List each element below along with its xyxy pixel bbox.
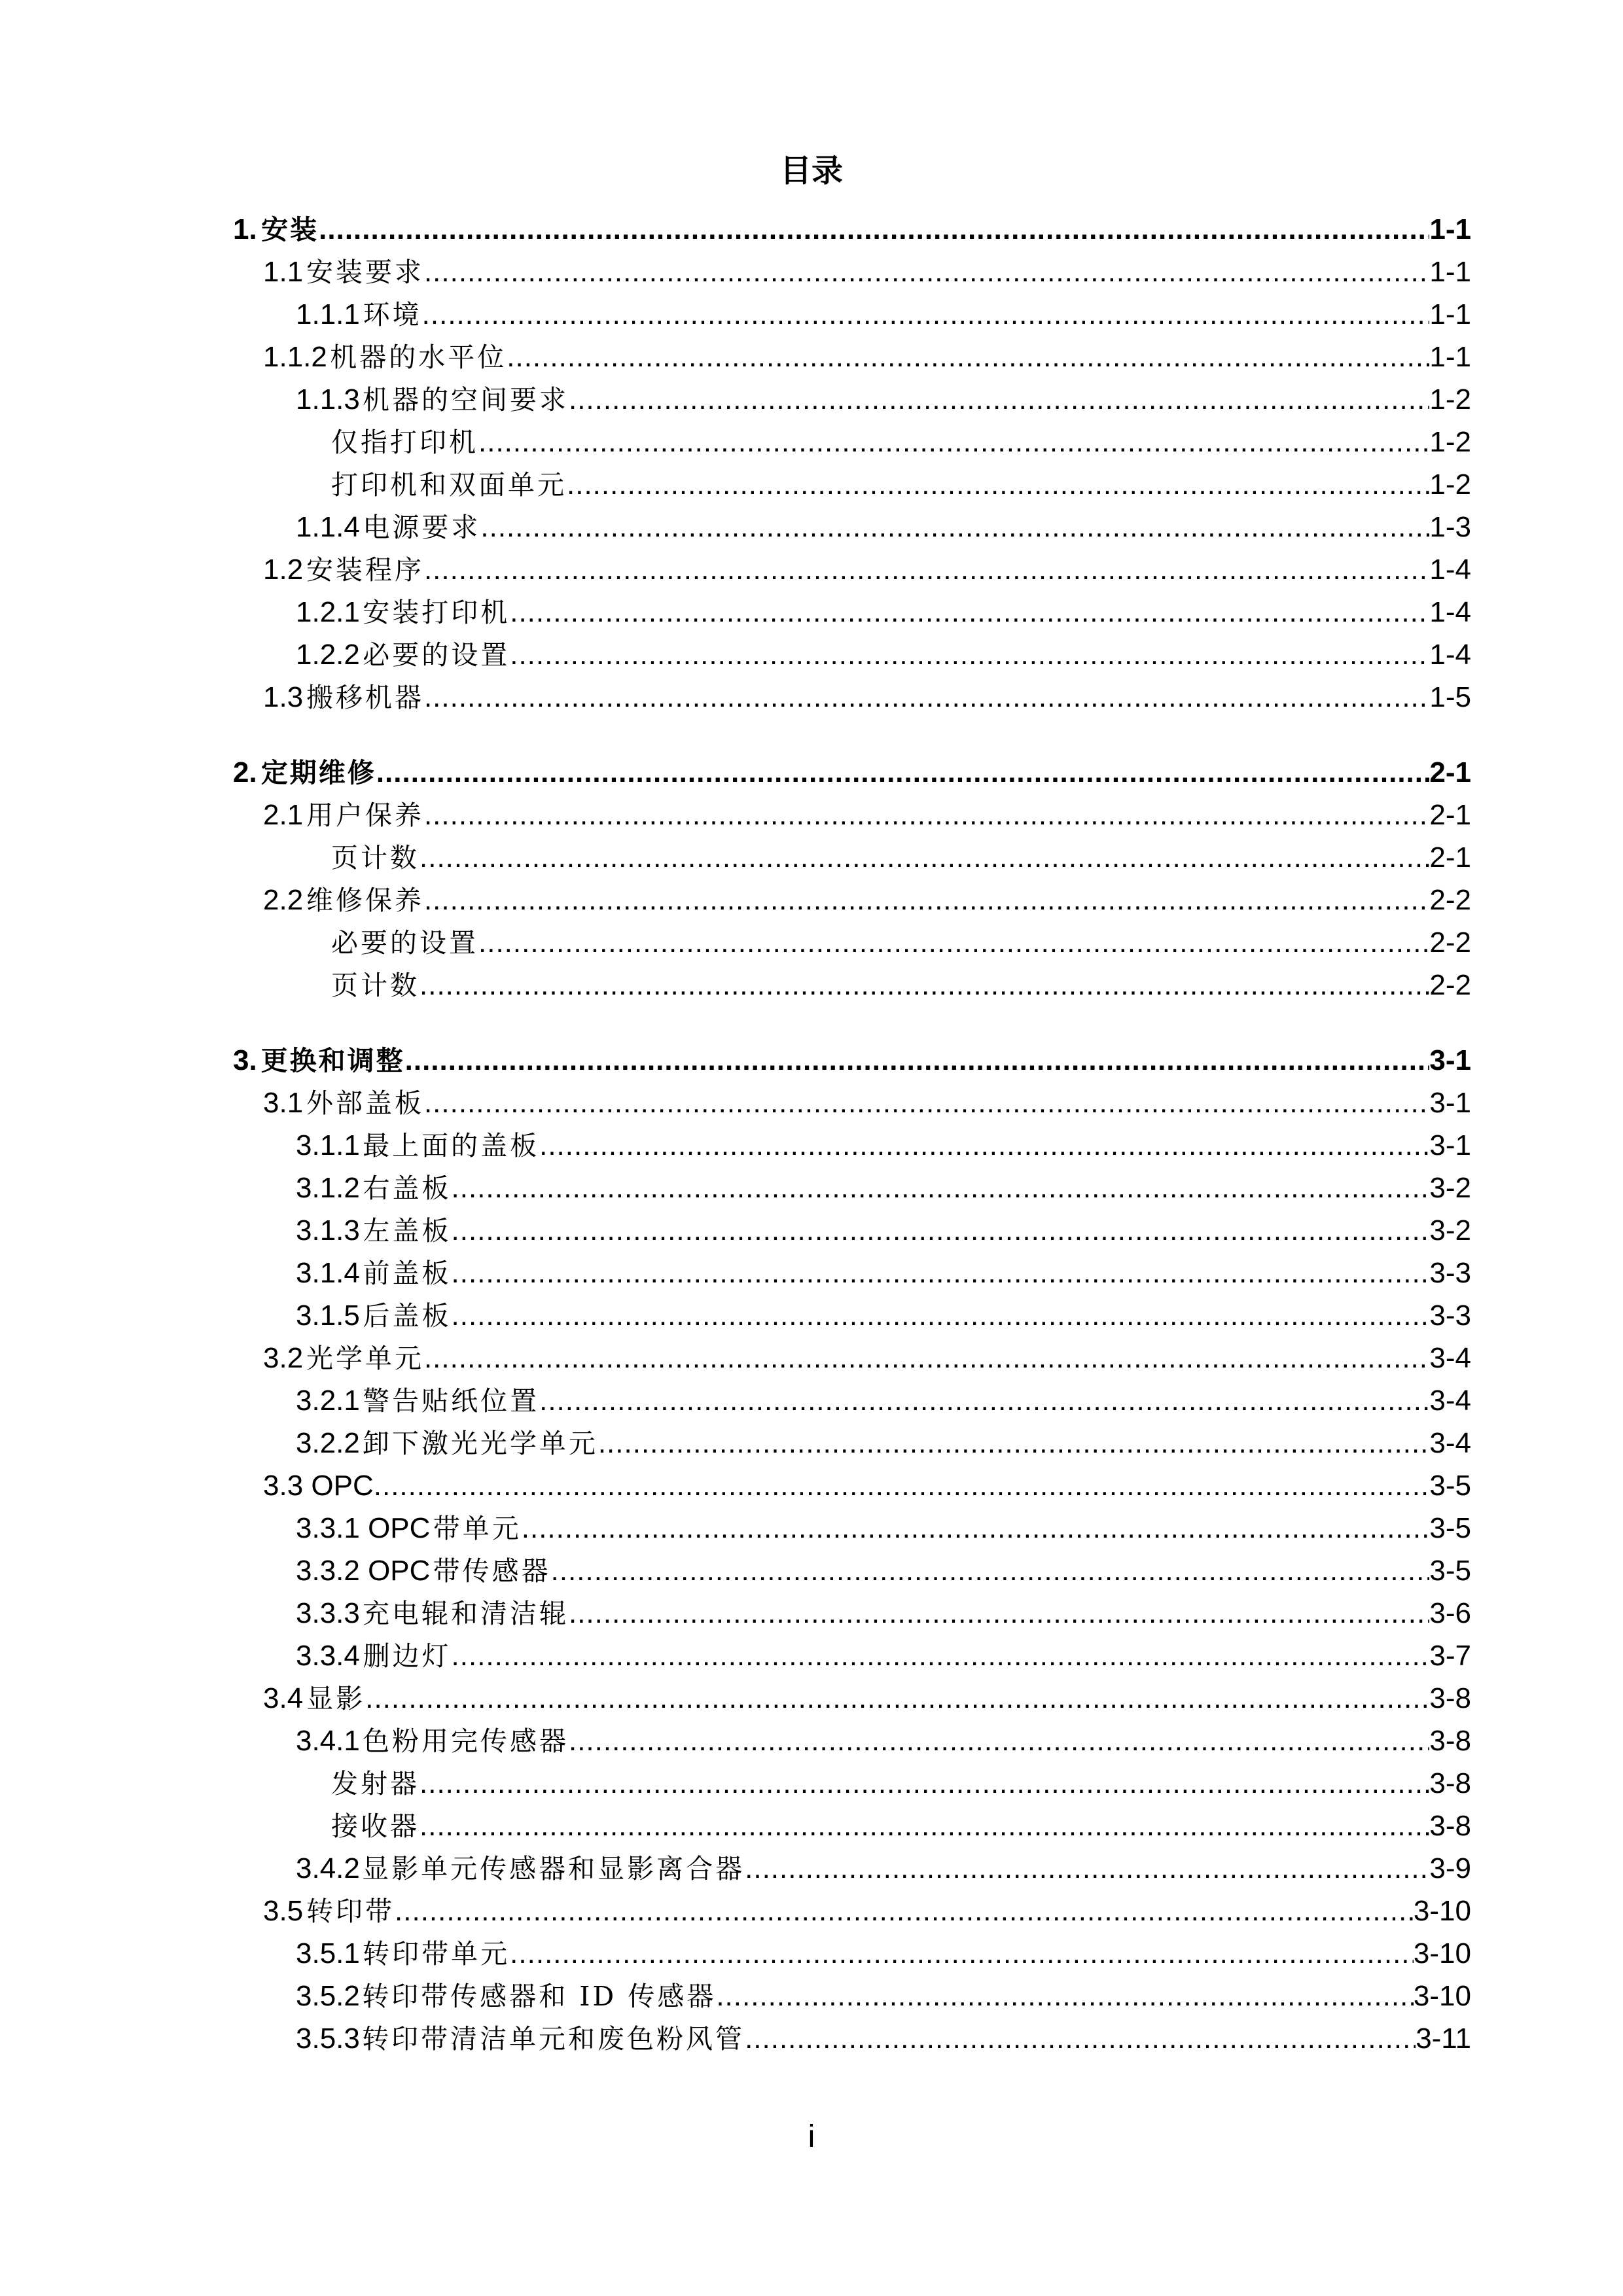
toc-text: 显影 xyxy=(306,1683,366,1714)
toc-number: 3.3.4 xyxy=(296,1640,360,1672)
toc-page: 3-10 xyxy=(1413,1980,1471,2012)
dot-leader xyxy=(452,1256,1430,1290)
toc-text: 维修保养 xyxy=(306,885,424,916)
toc-entry-3-1-5[interactable] xyxy=(233,1290,1471,1333)
section-spacer xyxy=(233,1002,1471,1035)
toc-number: 1. xyxy=(233,213,257,245)
toc-page: 3-1 xyxy=(1429,1044,1471,1076)
toc-subentry-printer-only[interactable] xyxy=(233,417,1471,459)
toc-page: 2-1 xyxy=(1429,756,1471,788)
toc-number: 1.2.1 xyxy=(296,596,360,628)
toc-page: 1-5 xyxy=(1429,681,1471,713)
toc-section-3[interactable] xyxy=(233,1035,1471,1078)
toc-entry-1-2-2[interactable] xyxy=(233,629,1471,672)
dot-leader xyxy=(419,968,1429,1002)
toc-entry-1-1[interactable] xyxy=(233,247,1471,289)
toc-subentry-receiver[interactable] xyxy=(233,1801,1471,1843)
toc-subentry-printer-duplex[interactable] xyxy=(233,459,1471,502)
toc-text: 删边灯 xyxy=(363,1640,452,1672)
toc-number: 3.1.5 xyxy=(296,1299,360,1332)
toc-page: 3-11 xyxy=(1416,2022,1471,2055)
toc-page: 2-1 xyxy=(1429,841,1471,874)
toc-number: 3.1.3 xyxy=(296,1214,360,1246)
toc-page: 1-2 xyxy=(1429,426,1471,458)
toc-entry-1-2[interactable] xyxy=(233,544,1471,587)
toc-entry-3-5-1[interactable] xyxy=(233,1928,1471,1971)
toc-text: 警告贴纸位置 xyxy=(363,1385,540,1417)
toc-page: 1-2 xyxy=(1429,468,1471,501)
dot-leader xyxy=(452,1171,1430,1205)
toc-entry-3-2[interactable] xyxy=(233,1333,1471,1375)
toc-page: 1-4 xyxy=(1429,639,1471,671)
toc-text: 更换和调整 xyxy=(260,1045,405,1076)
toc-text: 必要的设置 xyxy=(331,927,478,959)
toc-entry-3-3[interactable] xyxy=(233,1460,1471,1503)
dot-leader xyxy=(422,298,1430,332)
toc-page: 1-1 xyxy=(1429,213,1471,245)
toc-text: 转印带清洁单元和废色粉风管 xyxy=(362,2023,745,2055)
toc-entry-3-5-2[interactable] xyxy=(233,1971,1471,2013)
toc-page: 3-8 xyxy=(1429,1725,1471,1757)
dot-leader xyxy=(424,883,1429,917)
toc-subentry-page-count[interactable] xyxy=(233,832,1471,875)
toc-number: 1.1 xyxy=(263,256,304,288)
toc-text: 安装 xyxy=(261,214,319,245)
toc-text: 带单元 xyxy=(433,1513,522,1544)
toc-section-2[interactable] xyxy=(233,747,1471,790)
toc-entry-3-5[interactable] xyxy=(233,1886,1471,1928)
toc-page: 3-2 xyxy=(1429,1172,1471,1204)
toc-number: 3.3.2 OPC xyxy=(296,1555,431,1587)
dot-leader xyxy=(319,213,1429,247)
toc-text: 必要的设置 xyxy=(363,639,510,671)
toc-page: 1-4 xyxy=(1429,554,1471,586)
toc-text: 仅指打印机 xyxy=(331,427,478,458)
toc-entry-3-1-2[interactable] xyxy=(233,1163,1471,1205)
toc-number: 3.3 OPC xyxy=(263,1470,374,1502)
dot-leader xyxy=(716,1979,1414,2013)
toc-entry-3-3-4[interactable] xyxy=(233,1631,1471,1673)
dot-leader xyxy=(569,383,1429,417)
toc-number: 3.4.1 xyxy=(296,1725,360,1757)
dot-leader xyxy=(510,1937,1414,1971)
dot-leader xyxy=(569,1724,1429,1758)
toc-text: 前盖板 xyxy=(363,1258,452,1289)
toc-page: 1-4 xyxy=(1429,596,1471,628)
dot-leader xyxy=(507,340,1429,374)
dot-leader xyxy=(424,798,1429,832)
toc-number: 1.2 xyxy=(263,554,304,586)
toc-text: 卸下激光光学单元 xyxy=(362,1428,598,1459)
toc-page: 2-2 xyxy=(1429,927,1471,959)
dot-leader xyxy=(745,1852,1429,1886)
toc-page: 3-4 xyxy=(1429,1385,1471,1417)
toc-page: 3-3 xyxy=(1429,1257,1471,1289)
toc-entry-3-4-1[interactable] xyxy=(233,1716,1471,1758)
toc-page: 3-6 xyxy=(1429,1597,1471,1629)
toc-text: 转印带传感器和 ID 传感器 xyxy=(362,1981,717,2012)
toc-entry-2-1[interactable] xyxy=(233,790,1471,832)
toc-entry-1-3[interactable] xyxy=(233,672,1471,715)
toc-subentry-emitter[interactable] xyxy=(233,1758,1471,1801)
toc-entry-3-4-2[interactable] xyxy=(233,1843,1471,1886)
page-title: 目录 xyxy=(779,154,843,188)
toc-page: 3-10 xyxy=(1413,1937,1471,1969)
toc-text: 光学单元 xyxy=(306,1343,424,1374)
toc-text: 打印机和双面单元 xyxy=(331,469,567,501)
dot-leader xyxy=(419,841,1429,875)
page-number: i xyxy=(808,2119,815,2154)
toc-number: 3.2.1 xyxy=(296,1385,360,1417)
dot-leader xyxy=(424,255,1429,289)
dot-leader xyxy=(598,1426,1430,1460)
toc-entry-3-4[interactable] xyxy=(233,1673,1471,1716)
dot-leader xyxy=(522,1511,1430,1545)
toc-number: 1.3 xyxy=(263,681,304,713)
toc-text: 转印带单元 xyxy=(363,1938,510,1969)
toc-page: 3-5 xyxy=(1429,1555,1471,1587)
toc-text: 机器的水平位 xyxy=(330,342,507,373)
toc-entry-1-1-1[interactable] xyxy=(233,289,1471,332)
toc-number: 3.5.3 xyxy=(296,2022,360,2055)
toc-page: 3-1 xyxy=(1429,1087,1471,1119)
toc-page: 3-9 xyxy=(1429,1852,1471,1884)
toc-entry-1-1-3[interactable] xyxy=(233,374,1471,417)
dot-leader xyxy=(567,468,1429,502)
toc-text: 页计数 xyxy=(331,970,419,1001)
toc-text: 安装打印机 xyxy=(363,597,510,628)
toc-page: 3-8 xyxy=(1429,1767,1471,1799)
toc-page: 3-5 xyxy=(1429,1512,1471,1544)
toc-entry-1-2-1[interactable] xyxy=(233,587,1471,629)
toc-text: 机器的空间要求 xyxy=(362,384,569,415)
toc-text: 页计数 xyxy=(331,842,419,874)
dot-leader xyxy=(374,1469,1430,1503)
toc-text: 色粉用完传感器 xyxy=(362,1725,569,1757)
toc-number: 1.1.2 xyxy=(263,341,327,373)
toc-number: 3.1.2 xyxy=(296,1172,360,1204)
section-spacer xyxy=(233,715,1471,747)
toc-text: 发射器 xyxy=(331,1768,419,1799)
toc-entry-1-1-2[interactable] xyxy=(233,332,1471,374)
toc-text: 显影单元传感器和显影离合器 xyxy=(362,1853,745,1884)
toc-subentry-required-settings[interactable] xyxy=(233,917,1471,960)
dot-leader xyxy=(395,1894,1414,1928)
toc-page: 3-5 xyxy=(1429,1470,1471,1502)
toc-page: 3-8 xyxy=(1429,1810,1471,1842)
toc-entry-1-1-4[interactable] xyxy=(233,502,1471,544)
toc-entry-3-5-3[interactable] xyxy=(233,2013,1471,2056)
toc-subentry-page-count-2[interactable] xyxy=(233,960,1471,1002)
dot-leader xyxy=(365,1682,1429,1716)
toc-number: 3.1.1 xyxy=(296,1129,360,1161)
dot-leader xyxy=(452,1639,1430,1673)
toc-page: 1-2 xyxy=(1429,383,1471,415)
toc-text: 安装程序 xyxy=(306,554,424,586)
table-of-contents xyxy=(233,204,1471,2056)
toc-page: 3-7 xyxy=(1429,1640,1471,1672)
dot-leader xyxy=(424,1086,1429,1120)
toc-number: 3.2 xyxy=(263,1342,304,1374)
toc-text: 用户保养 xyxy=(306,800,424,831)
toc-number: 3. xyxy=(233,1044,257,1076)
toc-number: 3.3.1 OPC xyxy=(296,1512,431,1544)
toc-page: 3-4 xyxy=(1429,1342,1471,1374)
toc-page: 2-2 xyxy=(1429,969,1471,1001)
dot-leader xyxy=(452,1214,1430,1248)
toc-number: 3.4.2 xyxy=(296,1852,360,1884)
toc-number: 1.2.2 xyxy=(296,639,360,671)
toc-page: 3-8 xyxy=(1429,1682,1471,1714)
toc-page: 3-3 xyxy=(1429,1299,1471,1332)
dot-leader xyxy=(745,2022,1416,2056)
dot-leader xyxy=(424,680,1429,715)
toc-text: 安装要求 xyxy=(306,256,424,288)
dot-leader xyxy=(478,425,1429,459)
toc-entry-3-3-1[interactable] xyxy=(233,1503,1471,1545)
toc-number: 3.1.4 xyxy=(296,1257,360,1289)
dot-leader xyxy=(510,595,1429,629)
toc-text: 电源要求 xyxy=(363,512,481,543)
toc-text: 带传感器 xyxy=(433,1555,551,1587)
dot-leader xyxy=(539,1129,1429,1163)
toc-entry-3-1-4[interactable] xyxy=(233,1248,1471,1290)
toc-page: 3-1 xyxy=(1429,1129,1471,1161)
toc-number: 2.1 xyxy=(263,799,304,831)
toc-text: 转印带 xyxy=(306,1896,395,1927)
toc-entry-3-3-2[interactable] xyxy=(233,1545,1471,1588)
toc-entry-3-1[interactable] xyxy=(233,1078,1471,1120)
toc-text: 左盖板 xyxy=(363,1215,452,1246)
toc-entry-3-2-1[interactable] xyxy=(233,1375,1471,1418)
toc-text: 外部盖板 xyxy=(306,1087,424,1119)
toc-entry-3-3-3[interactable] xyxy=(233,1588,1471,1631)
toc-text: 接收器 xyxy=(331,1810,419,1842)
toc-number: 2. xyxy=(233,756,257,788)
toc-text: 右盖板 xyxy=(363,1173,452,1204)
toc-number: 3.5.2 xyxy=(296,1980,360,2012)
toc-page: 2-1 xyxy=(1429,799,1471,831)
toc-number: 3.5 xyxy=(263,1895,304,1927)
toc-number: 3.5.1 xyxy=(296,1937,360,1969)
dot-leader xyxy=(424,553,1429,587)
dot-leader xyxy=(424,1341,1429,1375)
toc-number: 3.3.3 xyxy=(296,1597,360,1629)
toc-entry-3-1-3[interactable] xyxy=(233,1205,1471,1248)
dot-leader xyxy=(539,1384,1429,1418)
toc-text: 搬移机器 xyxy=(306,682,424,713)
toc-section-1[interactable] xyxy=(233,204,1471,247)
toc-page: 3-2 xyxy=(1429,1214,1471,1246)
toc-entry-3-1-1[interactable] xyxy=(233,1120,1471,1163)
toc-entry-2-2[interactable] xyxy=(233,875,1471,917)
dot-leader xyxy=(510,638,1429,672)
toc-page: 1-3 xyxy=(1429,511,1471,543)
toc-number: 3.1 xyxy=(263,1087,304,1119)
toc-page: 3-10 xyxy=(1413,1895,1471,1927)
toc-number: 3.2.2 xyxy=(296,1427,360,1459)
toc-text: 最上面的盖板 xyxy=(363,1130,540,1161)
dot-leader xyxy=(419,1809,1429,1843)
toc-page: 1-1 xyxy=(1429,298,1471,330)
toc-text: 环境 xyxy=(363,299,422,330)
toc-text: 定期维修 xyxy=(260,757,376,788)
dot-leader xyxy=(419,1767,1429,1801)
toc-page: 3-4 xyxy=(1429,1427,1471,1459)
toc-number: 2.2 xyxy=(263,884,304,916)
toc-text: 后盖板 xyxy=(363,1300,452,1332)
toc-text: 充电辊和清洁辊 xyxy=(362,1598,569,1629)
dot-leader xyxy=(452,1299,1430,1333)
dot-leader xyxy=(376,756,1430,790)
toc-number: 1.1.3 xyxy=(296,383,360,415)
dot-leader xyxy=(405,1044,1430,1078)
dot-leader xyxy=(551,1554,1430,1588)
toc-number: 1.1.4 xyxy=(296,511,360,543)
toc-page: 2-2 xyxy=(1429,884,1471,916)
dot-leader xyxy=(480,510,1429,544)
toc-page: 1-1 xyxy=(1429,256,1471,288)
toc-entry-3-2-2[interactable] xyxy=(233,1418,1471,1460)
dot-leader xyxy=(569,1597,1429,1631)
dot-leader xyxy=(478,926,1429,960)
toc-number: 1.1.1 xyxy=(296,298,360,330)
toc-number: 3.4 xyxy=(263,1682,304,1714)
toc-page: 1-1 xyxy=(1429,341,1471,373)
